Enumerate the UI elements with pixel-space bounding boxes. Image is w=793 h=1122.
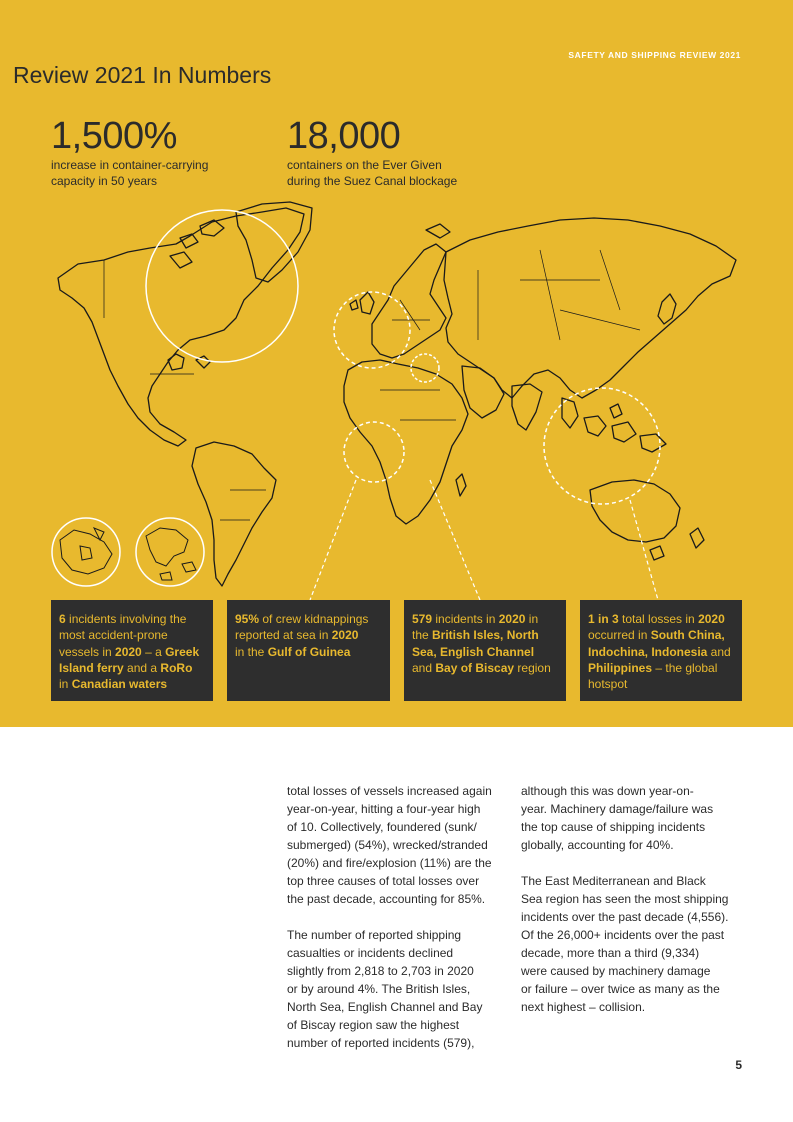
- callout-highlight: Gulf of Guinea: [267, 644, 351, 659]
- stat-value: 18,000: [287, 115, 401, 157]
- body-line: (20%) and fire/explosion (11%) are the: [287, 856, 492, 870]
- stat-container-capacity: [51, 116, 251, 189]
- body-line: the past decade, accounting for 85%.: [287, 892, 486, 906]
- body-line: next highest – collision.: [521, 1000, 646, 1014]
- callout-text: hotspot: [588, 677, 628, 692]
- callout-highlight: 6: [59, 612, 66, 626]
- connector-line: [310, 480, 356, 600]
- body-paragraph: [287, 926, 512, 1052]
- callout-highlight: Indochina, Indonesia: [588, 644, 708, 659]
- world-map-icon: [0, 190, 793, 610]
- callout-highlight: 2020: [698, 612, 725, 626]
- callout-highlight: 2020: [331, 628, 359, 643]
- stat-caption-line: containers on the Ever Given: [287, 158, 442, 172]
- body-line: North Sea, English Channel and Bay: [287, 1000, 483, 1014]
- body-line: The number of reported shipping: [287, 928, 462, 942]
- callout-text: in: [525, 612, 539, 626]
- body-line: The East Mediterranean and Black: [521, 874, 706, 888]
- callout-highlight: Greek: [165, 644, 200, 659]
- north-america-outline: [58, 208, 304, 446]
- callout-text: vessels in: [59, 644, 116, 659]
- stat-ever-given: [287, 116, 507, 189]
- callout-highlight: South China,: [650, 628, 725, 643]
- body-line: of Biscay region saw the highest: [287, 1018, 460, 1032]
- body-line: Sea region has seen the most shipping: [521, 892, 729, 906]
- running-head: SAFETY AND SHIPPING REVIEW 2021: [568, 50, 741, 60]
- callout-highlight: Island ferry: [59, 660, 124, 675]
- body-column-right: [521, 782, 746, 1034]
- africa-outline: [344, 360, 468, 524]
- greek-islands-inset-circle: [136, 518, 204, 586]
- body-line: Of the 26,000+ incidents over the past: [521, 928, 725, 942]
- body-line: the top cause of shipping incidents: [521, 820, 706, 834]
- body-line: year-on-year, hitting a four-year high: [287, 802, 481, 816]
- body-line: decade, more than a third (9,334): [521, 946, 700, 960]
- japan-outline: [658, 294, 676, 324]
- body-paragraph: [521, 782, 746, 854]
- gulf-of-guinea-highlight-circle: [344, 422, 404, 482]
- stat-caption: [287, 157, 507, 189]
- stat-caption-line: increase in container-carrying: [51, 158, 209, 172]
- connector-line: [430, 480, 480, 600]
- body-line: submerged) (54%), wrecked/stranded: [287, 838, 488, 852]
- stat-caption-line: during the Suez Canal blockage: [287, 174, 458, 188]
- stat-value: 1,500%: [51, 115, 177, 157]
- callout-text: incidents involving the: [65, 612, 187, 626]
- asia-outline: [444, 218, 736, 398]
- callout-highlight: 2020: [498, 612, 526, 626]
- body-line: or by around 4%. The British Isles,: [287, 982, 471, 996]
- callout-text: – a: [141, 644, 166, 659]
- page-number: 5: [735, 1058, 742, 1072]
- body-line: globally, accounting for 40%.: [521, 838, 674, 852]
- south-america-outline: [192, 442, 276, 586]
- callout-south-china: [580, 600, 742, 701]
- body-line: of 10. Collectively, foundered (sunk/: [287, 820, 477, 834]
- callout-text: occurred in: [588, 628, 651, 643]
- connector-line: [630, 500, 658, 600]
- australia-outline: [590, 480, 680, 542]
- body-line: slightly from 2,818 to 2,703 in 2020: [287, 964, 474, 978]
- callout-highlight: Sea, English Channel: [412, 644, 535, 659]
- arabia-outline: [462, 366, 504, 418]
- stat-caption-line: capacity in 50 years: [51, 174, 158, 188]
- callout-highlight: 95%: [235, 612, 260, 626]
- callout-text: – the global: [652, 660, 718, 675]
- callout-highlight: Philippines: [588, 660, 653, 675]
- callout-highlight: 1 in 3: [588, 612, 619, 626]
- callout-text: and: [412, 660, 436, 675]
- callout-canadian-waters: [51, 600, 213, 701]
- callout-highlight: RoRo: [160, 660, 193, 675]
- callout-highlight: 2020: [115, 644, 142, 659]
- canada-highlight-circle: [146, 210, 298, 362]
- callout-highlight: Canadian waters: [71, 677, 168, 692]
- south-china-highlight-circle: [544, 388, 660, 504]
- callout-british-isles: [404, 600, 566, 701]
- body-line: or failure – over twice as many as the: [521, 982, 720, 996]
- body-column-left: [287, 782, 512, 1070]
- page-title: Review 2021 In Numbers: [13, 62, 272, 88]
- callout-text: region: [514, 660, 551, 675]
- callout-text: reported at sea in: [235, 628, 332, 643]
- callout-text: and a: [123, 660, 161, 675]
- callout-text: most accident-prone: [59, 628, 168, 643]
- body-line: although this was down year-on-: [521, 784, 694, 798]
- body-paragraph: [287, 782, 512, 908]
- body-line: number of reported incidents (579),: [287, 1036, 475, 1050]
- callout-gulf-of-guinea: [227, 600, 390, 701]
- body-line: top three causes of total losses over: [287, 874, 480, 888]
- body-line: incidents over the past decade (4,556).: [521, 910, 729, 924]
- callout-highlight: 579: [412, 612, 433, 626]
- callout-highlight: Bay of Biscay: [435, 660, 515, 675]
- canada-inset-circle: [52, 518, 120, 586]
- body-line: casualties or incidents declined: [287, 946, 454, 960]
- british-isles-outline: [360, 292, 374, 314]
- stat-caption: [51, 157, 251, 189]
- body-line: were caused by machinery damage: [521, 964, 711, 978]
- callout-text: and: [707, 644, 731, 659]
- body-paragraph: [521, 872, 746, 1016]
- callout-text: the: [412, 628, 433, 643]
- callout-text: total losses in: [618, 612, 699, 626]
- body-line: year. Machinery damage/failure was: [521, 802, 714, 816]
- callout-text: in the: [235, 644, 268, 659]
- body-line: total losses of vessels increased again: [287, 784, 492, 798]
- callout-text: of crew kidnappings: [259, 612, 369, 626]
- callout-text: incidents in: [432, 612, 499, 626]
- callout-text: in: [59, 677, 72, 692]
- india-outline: [512, 384, 542, 430]
- callout-highlight: British Isles, North: [432, 628, 539, 643]
